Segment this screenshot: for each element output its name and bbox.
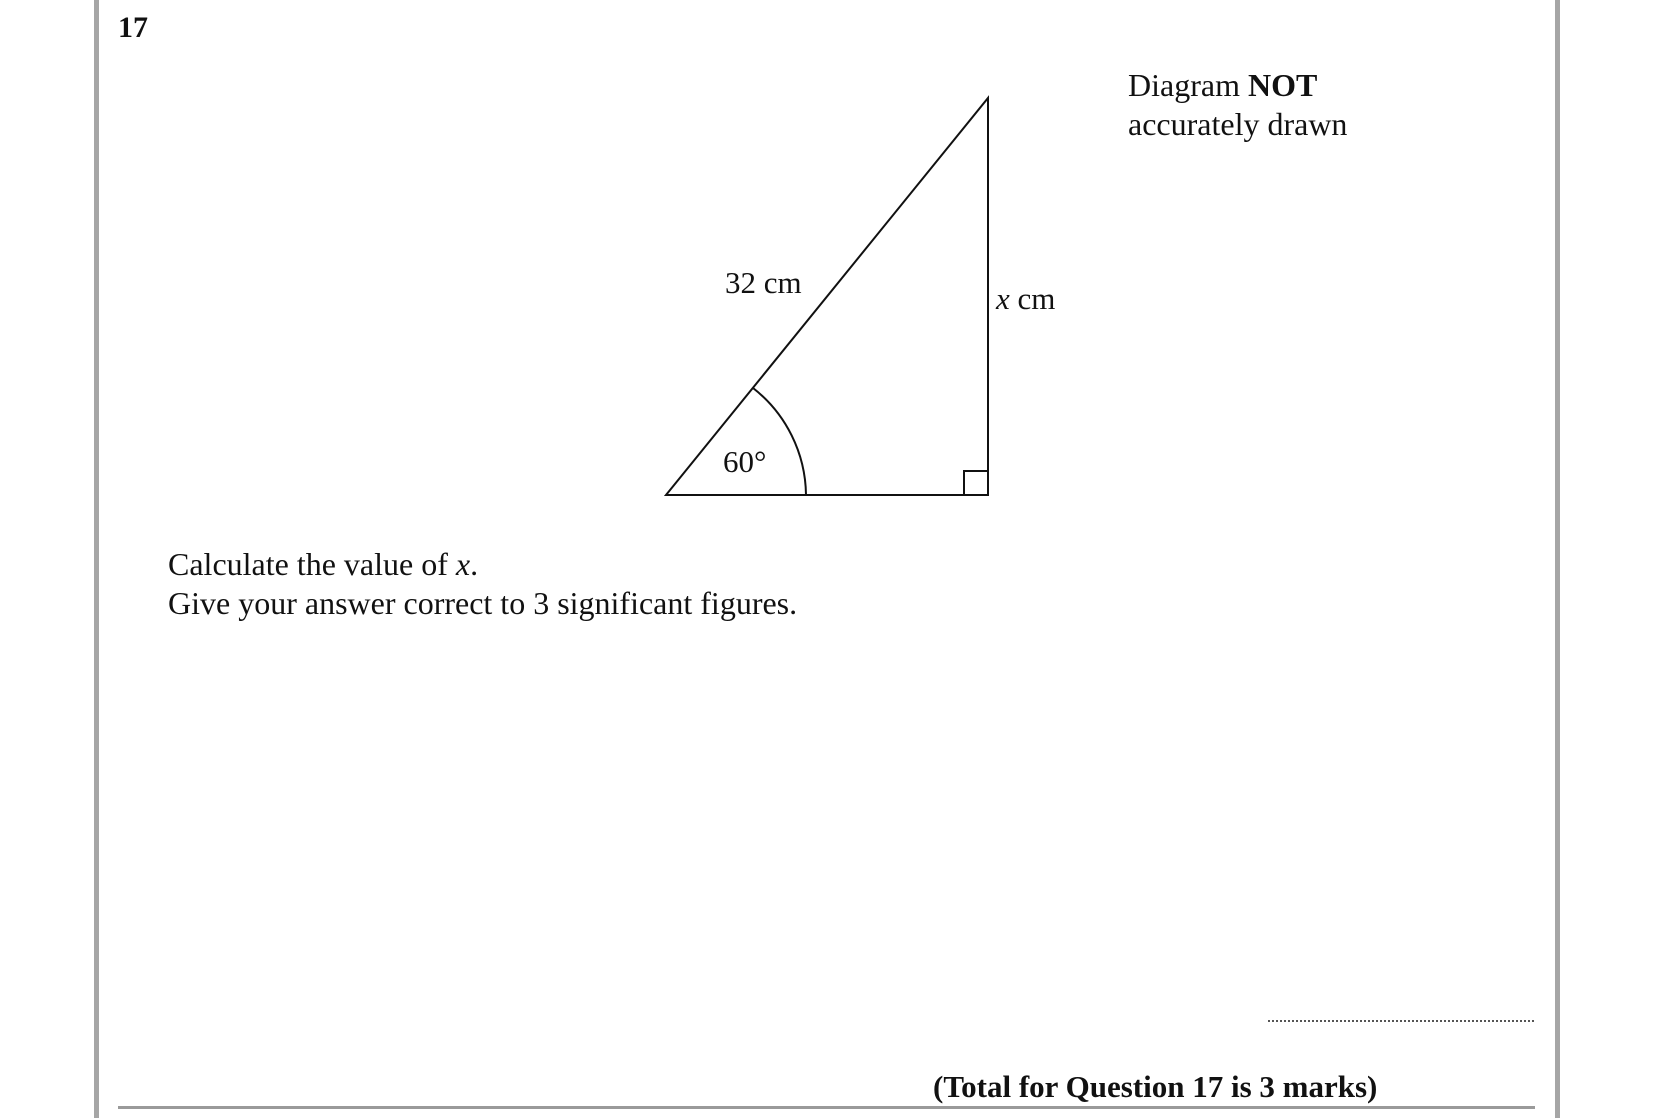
diagram-note-suffix: accurately drawn	[1128, 106, 1348, 142]
instruction-line-1-suffix: .	[470, 546, 479, 582]
instruction-line-1-prefix: Calculate the value of	[168, 546, 456, 582]
opposite-variable: x	[996, 281, 1010, 316]
instructions	[168, 545, 797, 623]
diagram-note-emphasis: NOT	[1247, 67, 1318, 103]
diagram-note-prefix: Diagram	[1128, 67, 1248, 103]
instruction-variable: x	[455, 546, 471, 582]
opposite-side-label	[995, 281, 1055, 316]
total-marks: (Total for Question 17 is 3 marks)	[933, 1069, 1378, 1104]
answer-line[interactable]	[1268, 1020, 1534, 1022]
instruction-line-1	[168, 545, 797, 584]
instruction-line-2: Give your answer correct to 3 significant figures.	[168, 585, 798, 621]
hypotenuse-label: 32 cm	[725, 265, 802, 300]
bottom-rule	[118, 1106, 1535, 1109]
question-number: 17	[118, 11, 148, 44]
angle-label: 60°	[723, 444, 767, 479]
right-triangle	[666, 98, 988, 495]
right-angle-marker	[964, 471, 988, 495]
opposite-unit: cm	[1009, 281, 1056, 316]
